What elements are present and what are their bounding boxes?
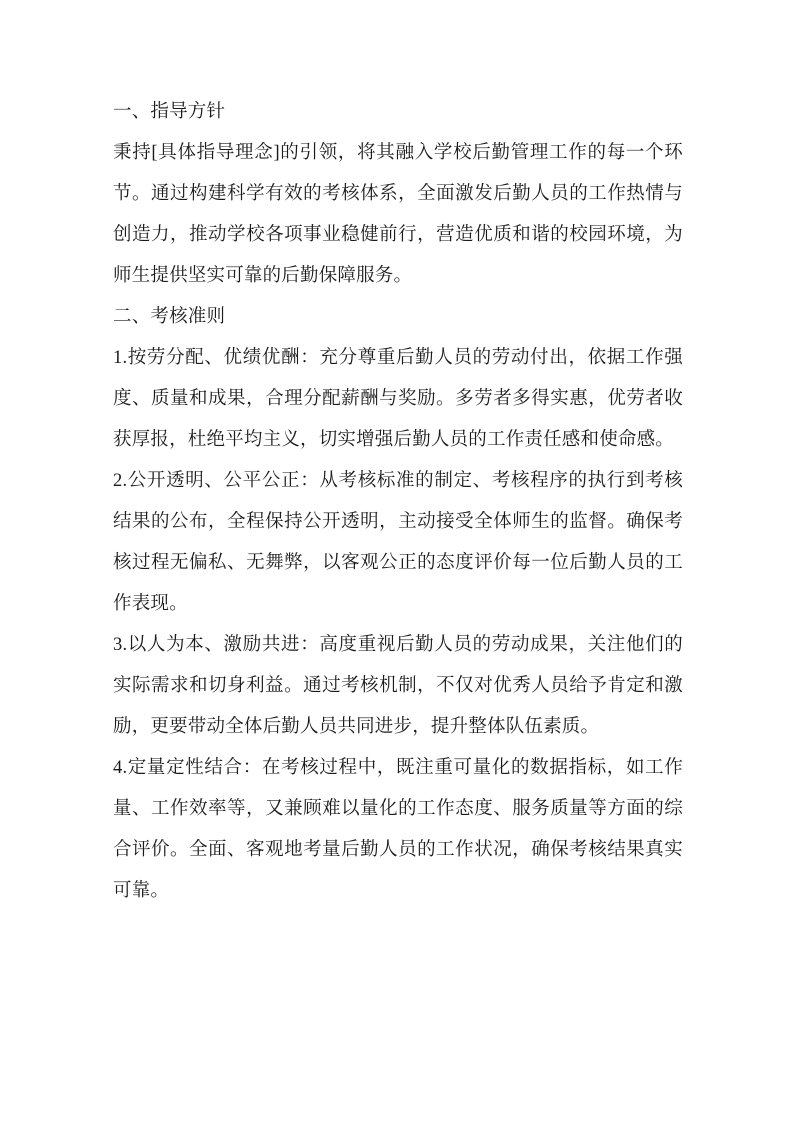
paragraph-principle-2: 2.公开透明、公平公正：从考核标准的制定、考核程序的执行到考核结果的公布，全程保持公开透明，主动接受全体师生的监督。确保考核过程无偏私、无舞弊，以客观公正的态度评价每一位后勤人员的工作表现。 (113, 471, 683, 614)
paragraph-guiding-policy: 秉持[具体指导理念]的引领，将其融入学校后勤管理工作的每一个环节。通过构建科学有效的考核体系，全面激发后勤人员的工作热情与创造力，推动学校各项事业稳健前行，营造优质和谐的校园环境，为师生提供坚实可靠的后勤保障服务。 (113, 143, 683, 286)
document-body (113, 92, 683, 912)
section-heading-2: 二、考核准则 (113, 307, 226, 327)
paragraph-principle-1: 1.按劳分配、优绩优酬：充分尊重后勤人员的劳动付出，依据工作强度、质量和成果，合理分配薪酬与奖励。多劳者多得实惠，优劳者收获厚报，杜绝平均主义，切实增强后勤人员的工作责任感和使命感。 (113, 348, 683, 450)
paragraph-principle-3: 3.以人为本、激励共进：高度重视后勤人员的劳动成果，关注他们的实际需求和切身利益。通过考核机制，不仅对优秀人员给予肯定和激励，更要带动全体后勤人员共同进步，提升整体队伍素质。 (113, 635, 683, 737)
paragraph-principle-4: 4.定量定性结合：在考核过程中，既注重可量化的数据指标，如工作量、工作效率等，又兼顾难以量化的工作态度、服务质量等方面的综合评价。全面、客观地考量后勤人员的工作状况，确保考核结果真实可靠。 (113, 758, 683, 901)
section-heading-1: 一、指导方针 (113, 102, 226, 122)
